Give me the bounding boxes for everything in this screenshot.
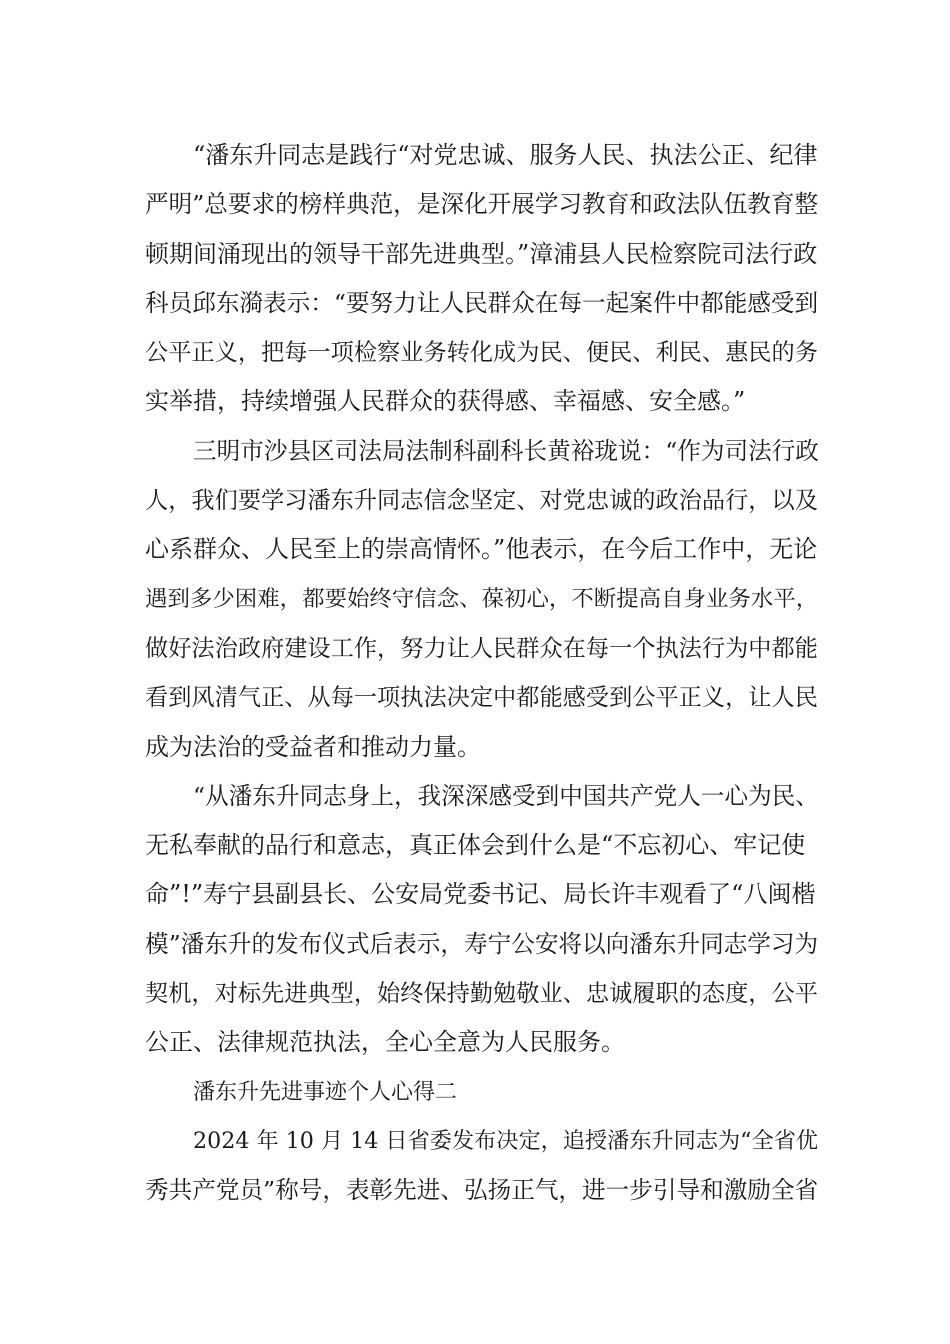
paragraph-line: 契机，对标先进典型，始终保持勤勉敬业、忠诚履职的态度，公平 xyxy=(145,980,818,1008)
paragraph-line: 心系群众、人民至上的崇高情怀。”他表示，在今后工作中，无论 xyxy=(145,535,818,564)
paragraph-line: 三明市沙县区司法局法制科副科长黄裕珑说：“作为司法行政 xyxy=(193,436,819,465)
paragraph-line: 模”潘东升的发布仪式后表示，寿宁公安将以向潘东升同志学习为 xyxy=(145,929,819,958)
section-heading: 潘东升先进事迹个人心得二 xyxy=(193,1079,458,1105)
paragraph-line: 命”!”寿宁县副县长、公安局党委书记、局长许丰观看了“八闽楷 xyxy=(145,880,816,909)
paragraph-line: “潘东升同志是践行“对党忠诚、服务人民、执法公正、纪律 xyxy=(193,141,818,169)
paragraph-line: 2024 年 10 月 14 日省委发布决定，追授潘东升同志为“全省优 xyxy=(193,1127,819,1154)
paragraph-line: “从潘东升同志身上，我深深感受到中国共产党人一心为民、 xyxy=(193,781,819,810)
paragraph-line: 实举措，持续增强人民群众的获得感、幸福感、安全感。” xyxy=(145,387,746,416)
paragraph-line: 遇到多少困难，都要始终守信念、葆初心，不断提高自身业务水平， xyxy=(145,585,819,612)
paragraph-line: 严明”总要求的榜样典范，是深化开展学习教育和政法队伍教育整 xyxy=(145,190,819,219)
paragraph-line: 公平正义，把每一项检察业务转化成为民、便民、利民、惠民的务 xyxy=(145,339,818,367)
paragraph-line: 科员邱东漪表示：“要努力让人民群众在每一起案件中都能感受到 xyxy=(145,288,819,317)
paragraph-line: 成为法治的受益者和推动力量。 xyxy=(145,732,481,761)
document-body xyxy=(145,131,825,1216)
paragraph-line: 顿期间涌现出的领导干部先进典型。”漳浦县人民检察院司法行政 xyxy=(145,239,818,268)
paragraph-line: 看到风清气正、从每一项执法决定中都能感受到公平正义，让人民 xyxy=(145,684,818,712)
paragraph-line: 公正、法律规范执法，全心全意为人民服务。 xyxy=(145,1028,625,1057)
paragraph-line: 做好法治政府建设工作，努力让人民群众在每一个执法行为中都能 xyxy=(145,634,818,662)
paragraph-line: 秀共产党员”称号，表彰先进、弘扬正气，进一步引导和激励全省 xyxy=(145,1176,819,1205)
paragraph-line: 无私奉献的品行和意志，真正体会到什么是“不忘初心、牢记使 xyxy=(145,831,806,860)
paragraph-line: 人，我们要学习潘东升同志信念坚定、对党忠诚的政治品行，以及 xyxy=(145,487,818,515)
